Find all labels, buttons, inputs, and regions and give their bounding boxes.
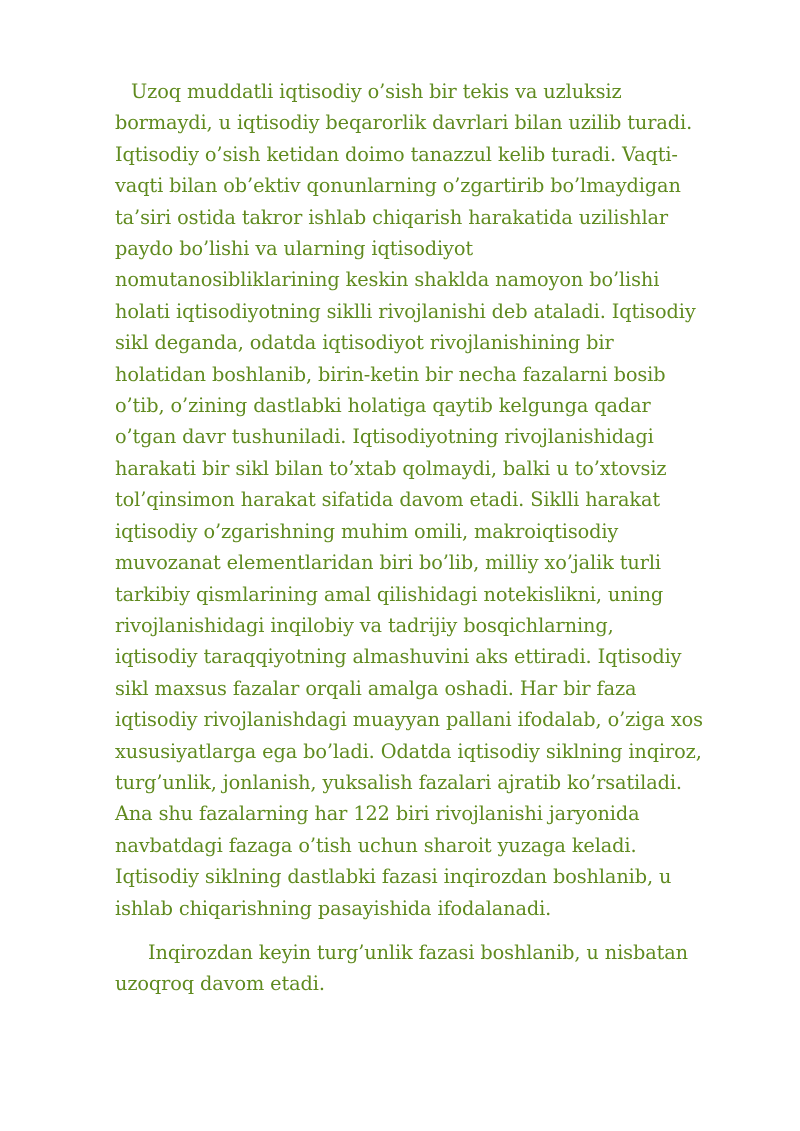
text-line: ta’siri ostida takror ishlab chiqarish harakatida uzilishlar <box>115 205 669 229</box>
paragraph-economic-cycle <box>115 76 747 924</box>
text-line: iqtisodiy taraqqiyotning almashuvini aks ettiradi. Iqtisodiy <box>115 645 682 669</box>
text-line: sikl maxsus fazalar orqali amalga oshadi. Har bir faza <box>115 676 637 700</box>
text-line: holati iqtisodiyotning siklli rivojlanishi deb ataladi. Iqtisodiy <box>115 299 696 323</box>
text-line: Iqtisodiy siklning dastlabki fazasi inqirozdan boshlanib, u <box>115 865 672 889</box>
paragraph-stagnation-phase <box>115 937 747 1000</box>
text-line: nomutanosibliklarining keskin shaklda namoyon bo’lishi <box>115 268 660 292</box>
text-line: rivojlanishidagi inqilobiy va tadrijiy bosqichlarning, <box>115 613 614 637</box>
text-line: xususiyatlarga ega bo’ladi. Odatda iqtisodiy siklning inqiroz, <box>115 739 702 763</box>
text-line: vaqti bilan ob’ektiv qonunlarning o’zgartirib bo’lmaydigan <box>115 174 681 198</box>
text-line: Iqtisodiy o’sish ketidan doimo tanazzul kelib turadi. Vaqti- <box>115 142 678 166</box>
text-line: Inqirozdan keyin turg’unlik fazasi boshlanib, u nisbatan <box>148 940 688 964</box>
text-line: iqtisodiy rivojlanishdagi muayyan pallani ifodalab, o’ziga xos <box>115 708 703 732</box>
text-line: Uzoq muddatli iqtisodiy o’sish bir tekis va uzluksiz <box>131 80 622 103</box>
text-line: ishlab chiqarishning pasayishida ifodalanadi. <box>115 896 552 920</box>
text-line: muvozanat elementlaridan biri bo’lib, milliy xo’jalik turli <box>115 551 661 575</box>
text-line: iqtisodiy o’zgarishning muhim omili, makroiqtisodiy <box>115 519 619 543</box>
text-line: tol’qinsimon harakat sifatida davom etadi. Siklli harakat <box>115 488 661 512</box>
text-line: o’tib, o’zining dastlabki holatiga qaytib kelgunga qadar <box>115 394 651 418</box>
text-line: sikl deganda, odatda iqtisodiyot rivojlanishining bir <box>115 331 614 355</box>
text-line: Ana shu fazalarning har 122 biri rivojlanishi jaryonida <box>115 802 640 826</box>
text-line: turg’unlik, jonlanish, yuksalish fazalari ajratib ko’rsatiladi. <box>115 770 682 794</box>
text-line: uzoqroq davom etadi. <box>115 972 325 996</box>
text-line: harakati bir sikl bilan to’xtab qolmaydi, balki u to’xtovsiz <box>115 456 667 480</box>
text-line: holatidan boshlanib, birin-ketin bir necha fazalarni bosib <box>115 362 666 386</box>
text-line: bormaydi, u iqtisodiy beqarorlik davrlari bilan uzilib turadi. <box>115 111 693 135</box>
text-line: tarkibiy qismlarining amal qilishidagi notekislikni, uning <box>115 582 664 606</box>
text-line: o’tgan davr tushuniladi. Iqtisodiyotning rivojlanishidagi <box>115 425 654 449</box>
text-line: paydo bo’lishi va ularning iqtisodiyot <box>115 237 474 261</box>
text-line: navbatdagi fazaga o’tish uchun sharoit yuzaga keladi. <box>115 833 637 857</box>
document-page <box>115 76 747 1000</box>
